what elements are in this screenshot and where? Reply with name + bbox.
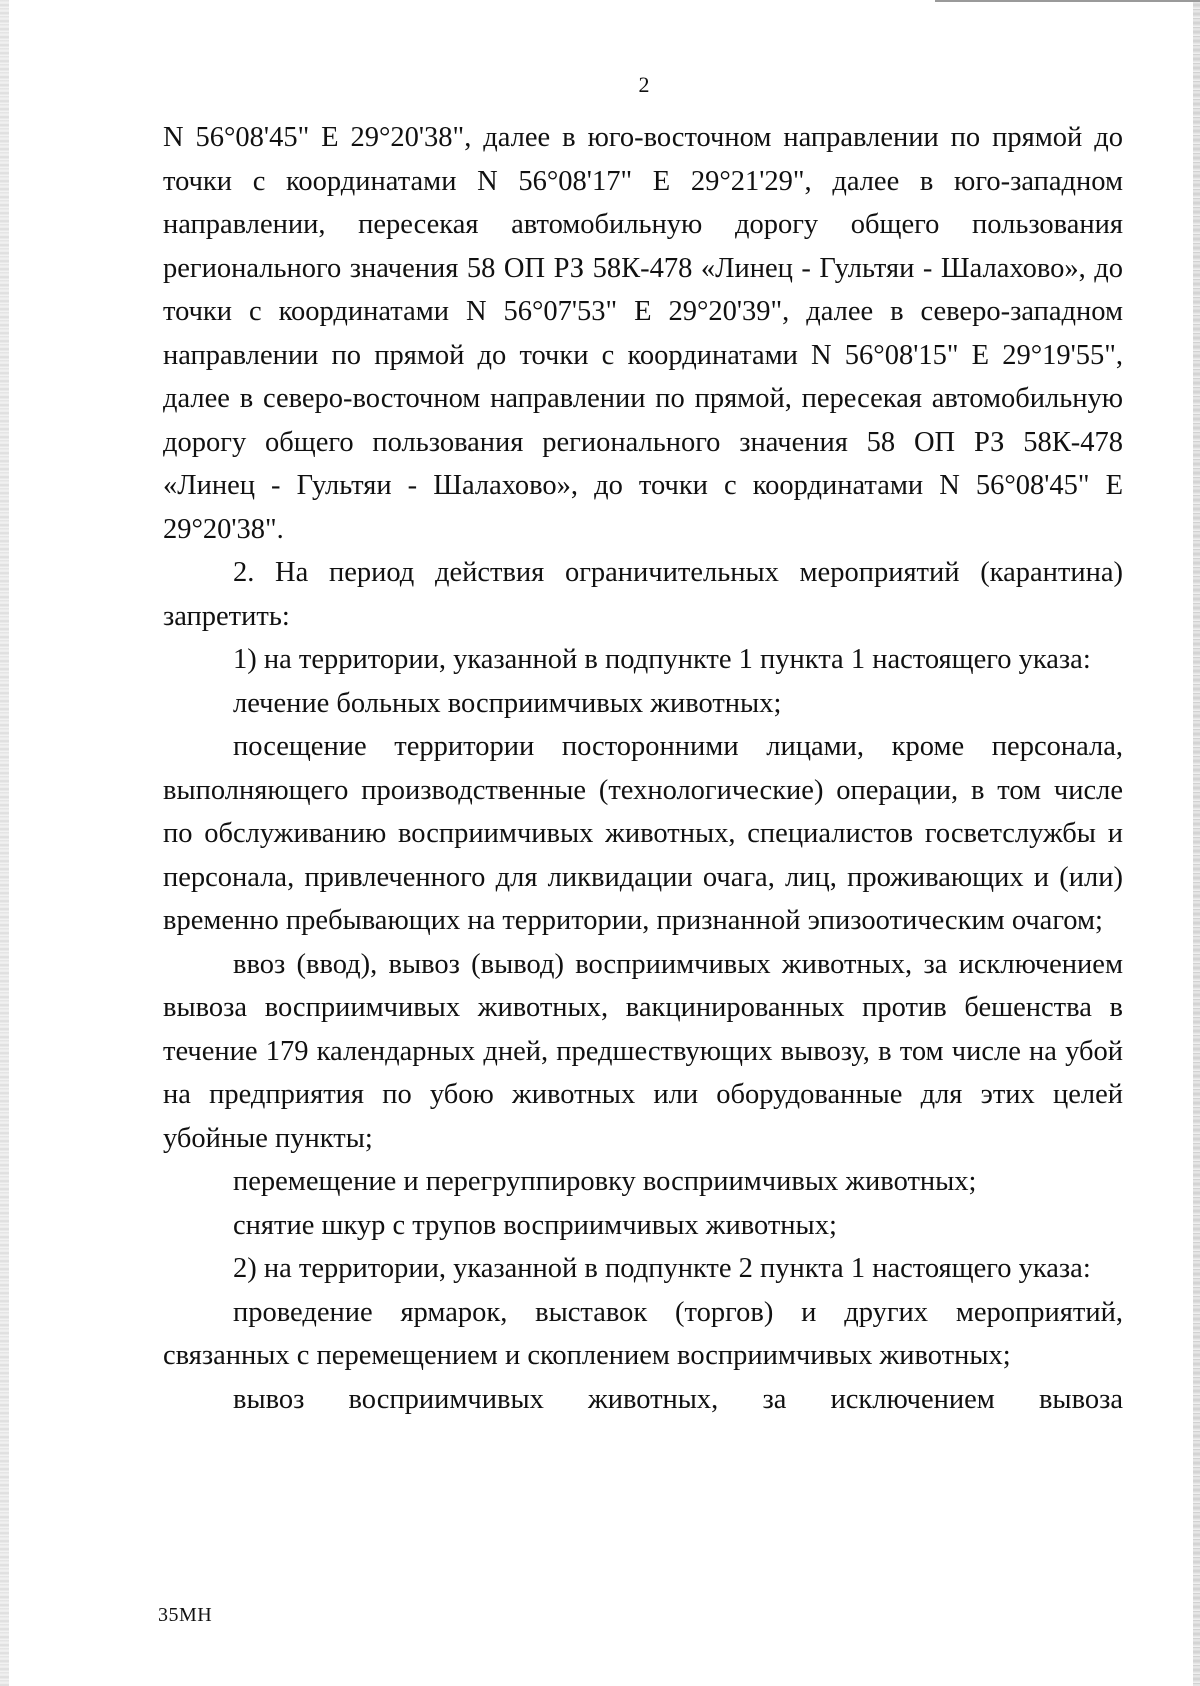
scan-left-edge — [0, 0, 9, 1686]
paragraph-coordinates: N 56°08'45" E 29°20'38", далее в юго-восточном направлении по прямой до точки с координатами N 56°08'17" E 29°21'29", далее в юго-западном направлении, пересекая автомобильную дорогу общего пользования регионального значения 58 ОП РЗ 58К-478 «Линец - Гультяи - Шалахово», до точки с координатами N 56°07'53" E 29°20'39", далее в северо-западном направлении по прямой до точки с координатами N 56°08'15" E 29°19'55", далее в северо-восточном направлении по прямой, пересекая автомобильную дорогу общего пользования регионального значения 58 ОП РЗ 58К-478 «Линец - Гультяи - Шалахово», до точки с координатами N 56°08'45" E 29°20'38". — [163, 122, 1123, 545]
paragraph-treatment-ban: лечение больных восприимчивых животных; — [233, 687, 782, 719]
document-body — [163, 116, 1123, 1421]
footer-code: 35МН — [158, 1604, 213, 1626]
paragraph-fairs-ban: проведение ярмарок, выставок (торгов) и других мероприятий, связанных с перемещением и скоплением восприимчивых животных; — [163, 1296, 1123, 1371]
paragraph-export-ban: вывоз восприимчивых животных, за исключением вывоза — [233, 1383, 1123, 1415]
paragraph-item-2: 2. На период действия ограничительных мероприятий (карантина) запретить: — [163, 557, 1123, 632]
paragraph-subitem-1: 1) на территории, указанной в подпункте 1 пункта 1 настоящего указа: — [233, 644, 1091, 675]
paragraph-import-export-ban: ввоз (ввод), вывоз (вывод) восприимчивых животных, за исключением вывоза восприимчивых животных, вакцинированных против бешенства в течение 179 календарных дней, предшествующих вывозу, в том числе на убой на предприятия по убою животных или оборудованные для этих целей убойные пункты; — [163, 948, 1123, 1154]
paragraph-regrouping-ban: перемещение и перегруппировку восприимчивых животных; — [233, 1166, 977, 1197]
paragraph-subitem-2: 2) на территории, указанной в подпункте 2 пункта 1 настоящего указа: — [233, 1253, 1091, 1284]
scan-top-edge — [935, 0, 1200, 2]
paragraph-skinning-ban: снятие шкур с трупов восприимчивых животных; — [233, 1209, 837, 1241]
scan-right-edge — [1193, 0, 1200, 1686]
page-number: 2 — [638, 72, 650, 97]
paragraph-visit-ban: посещение территории посторонними лицами, кроме персонала, выполняющего производственные (технологические) операции, в том числе по обслуживанию восприимчивых животных, специалистов госветслужбы и персонала, привлеченного для ликвидации очага, лиц, проживающих и (или) временно пребывающих на территории, признанной эпизоотическим очагом; — [163, 731, 1123, 936]
